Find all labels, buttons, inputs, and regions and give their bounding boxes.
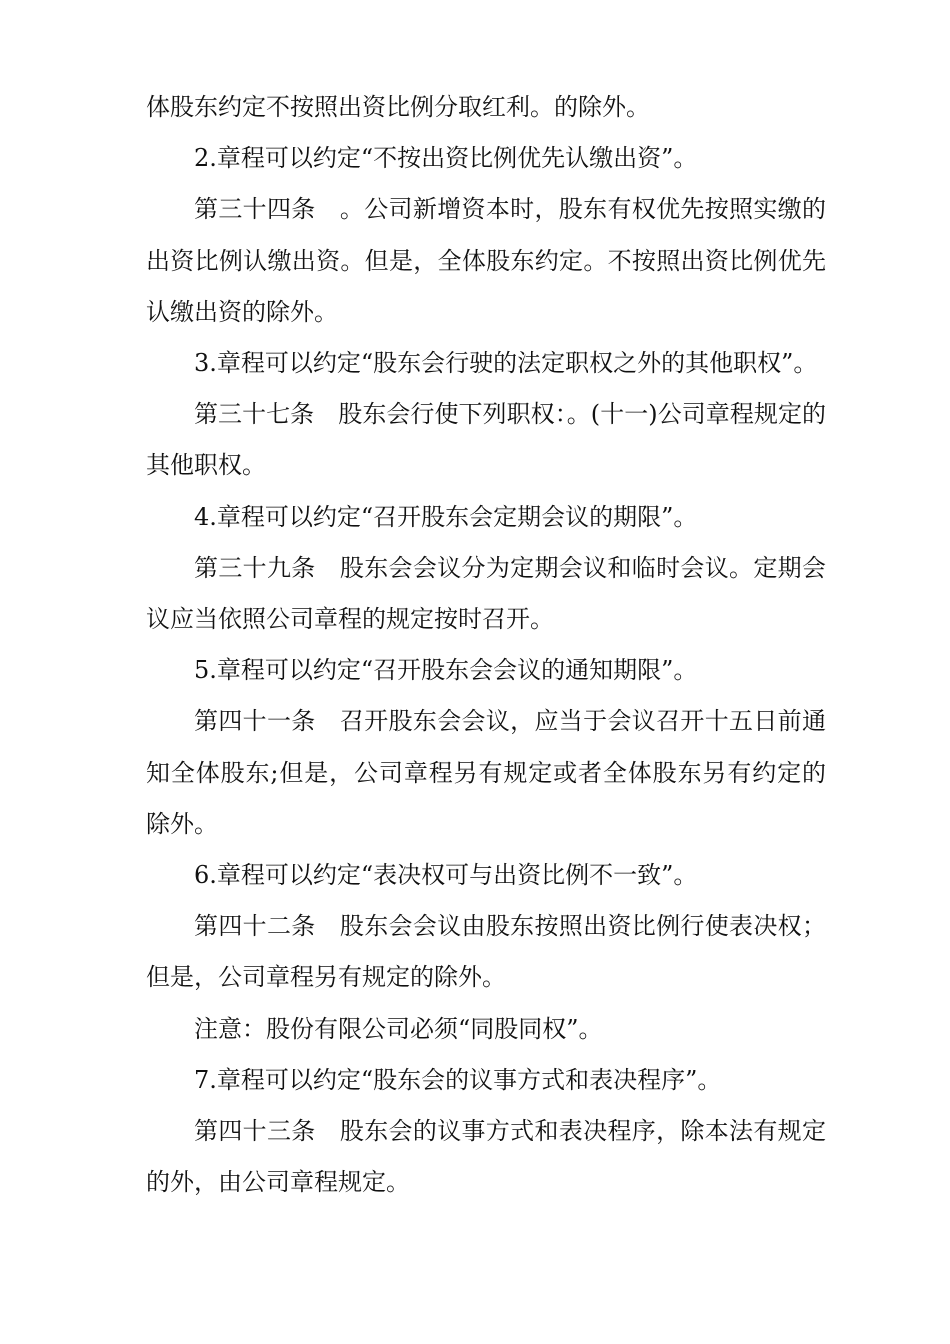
paragraph-2: 2.章程可以约定“不按出资比例优先认缴出资”。 <box>194 144 698 173</box>
paragraph-11: 第四十二条 股东会会议由股东按照出资比例行使表决权；但是，公司章程另有规定的除外。 <box>146 912 826 992</box>
document-body <box>146 82 826 1208</box>
paragraph-9: 第四十一条 召开股东会会议，应当于会议召开十五日前通知全体股东;但是，公司章程另有规定或者全体股东另有约定的除外。 <box>146 707 826 838</box>
paragraph-8: 5.章程可以约定“召开股东会会议的通知期限”。 <box>194 656 698 685</box>
paragraph-6: 4.章程可以约定“召开股东会定期会议的期限”。 <box>194 502 698 531</box>
paragraph-4: 3.章程可以约定“股东会行驶的法定职权之外的其他职权”。 <box>194 349 818 378</box>
paragraph-3: 第三十四条 。公司新增资本时，股东有权优先按照实缴的出资比例认缴出资。但是，全体股东约定。不按照出资比例优先认缴出资的除外。 <box>146 195 826 326</box>
paragraph-1: 体股东约定不按照出资比例分取红利。的除外。 <box>146 93 650 121</box>
paragraph-5: 第三十七条 股东会行使下列职权：。(十一)公司章程规定的其他职权。 <box>146 400 826 480</box>
paragraph-12: 注意：股份有限公司必须“同股同权”。 <box>194 1014 603 1043</box>
paragraph-10: 6.章程可以约定“表决权可与出资比例不一致”。 <box>194 861 698 890</box>
paragraph-13: 7.章程可以约定“股东会的议事方式和表决程序”。 <box>194 1065 722 1094</box>
paragraph-7: 第三十九条 股东会会议分为定期会议和临时会议。定期会议应当依照公司章程的规定按时召开。 <box>146 553 826 634</box>
paragraph-14: 第四十三条 股东会的议事方式和表决程序，除本法有规定的外，由公司章程规定。 <box>146 1117 826 1197</box>
